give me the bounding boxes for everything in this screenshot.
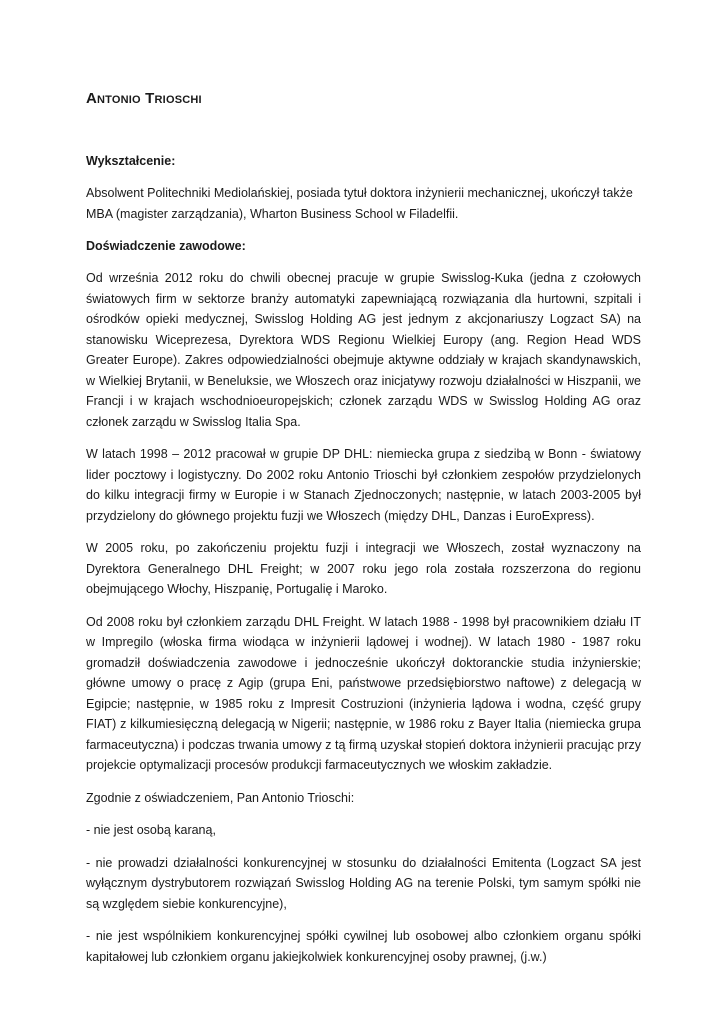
education-paragraph: Absolwent Politechniki Mediolańskiej, posiada tytuł doktora inżynierii mechanicznej, ukończył także MBA (magister zarządzania), Wharton Business School w Filadelfii. <box>86 186 633 221</box>
declaration-item-2: - nie prowadzi działalności konkurencyjnej w stosunku do działalności Emitenta (Logzact SA jest wyłącznym dystrybutorem rozwiązań Swisslog Holding AG na terenie Polski, tym samym spółki nie są względem siebie konkurencyjne), <box>86 855 641 911</box>
document-page <box>86 90 641 979</box>
declaration-item-1: - nie jest osobą karaną, <box>86 823 216 837</box>
education-heading: Wykształcenie: <box>86 154 176 168</box>
declaration-intro: Zgodnie z oświadczeniem, Pan Antonio Trioschi: <box>86 790 355 805</box>
experience-paragraph-2: W latach 1998 – 2012 pracował w grupie DP DHL: niemiecka grupa z siedzibą w Bonn - światowy lider pocztowy i logistyczny. Do 2002 roku Antonio Trioschi był członkiem zespołów przydzielonych do kilku integracji firmy w Europie i w Stanach Zjednoczonych; następnie, w latach 2003-2005 był przydzielony do głównego projektu fuzji we Włoszech (między DHL, Danzas i EuroExpress). <box>86 447 641 523</box>
experience-paragraph-3: W 2005 roku, po zakończeniu projektu fuzji i integracji we Włoszech, został wyznaczony na Dyrektora Generalnego DHL Freight; w 2007 roku jego rola została rozszerzona do regionu obejmującego Włochy, Hiszpanię, Portugalię i Maroko. <box>86 541 641 596</box>
experience-paragraph-1: Od września 2012 roku do chwili obecnej pracuje w grupie Swisslog-Kuka (jedna z czołowych światowych firm w sektorze branży automatyki zapewniającą rozwiązania dla hurtowni, szpitali i ośrodków opieki medycznej, Swisslog Holding AG jest jednym z akcjonariuszy Logzact SA) na stanowisku Wiceprezesa, Dyrektora WDS Regionu Wielkiej Europy (ang. Region Head WDS Greater Europe). Zakres odpowiedzialności obejmuje aktywne oddziały w krajach skandynawskich, w Wielkiej Brytanii, w Beneluksie, we Włoszech oraz inicjatywy rozwoju działalności w Hiszpanii, we Francji i w krajach wschodnioeuropejskich; członek zarządu WDS w Swisslog Holding AG oraz członek zarządu w Swisslog Italia Spa. <box>86 271 641 429</box>
person-name-title <box>86 90 641 107</box>
declaration-item-3: - nie jest wspólnikiem konkurencyjnej spółki cywilnej lub osobowej albo członkiem organu spółki kapitałowej lub członkiem organu jakiejkolwiek konkurencyjnej osoby prawnej, (j.w.) <box>86 929 641 964</box>
experience-paragraph-4: Od 2008 roku był członkiem zarządu DHL Freight. W latach 1988 - 1998 był pracownikiem działu IT w Impregilo (włoska firma wiodąca w inżynierii lądowej i wodnej). W latach 1980 - 1987 roku gromadził doświadczenia zawodowe i jednocześnie ukończył doktoranckie studia inżynierskie; główne umowy o pracę z Agip (grupa Eni, państwowe przedsiębiorstwo naftowe) z delegacją w Egipcie; następnie, w 1985 roku z Impresit Costruzioni (inżynieria lądowa i wodna, część grupy FIAT) z kilkumiesięczną delegacją w Nigerii; następnie, w 1986 roku z Bayer Italia (niemiecka grupa farmaceutyczna) i podczas trwania umowy z tą firmą uzyskał stopień doktora inżynierii pracując przy projekcie optymalizacji procesów produkcji farmaceutycznych we włoskim zakładzie. <box>86 614 641 772</box>
experience-heading: Doświadczenie zawodowe: <box>86 239 246 253</box>
title-text: Antonio Trioschi <box>86 90 202 107</box>
